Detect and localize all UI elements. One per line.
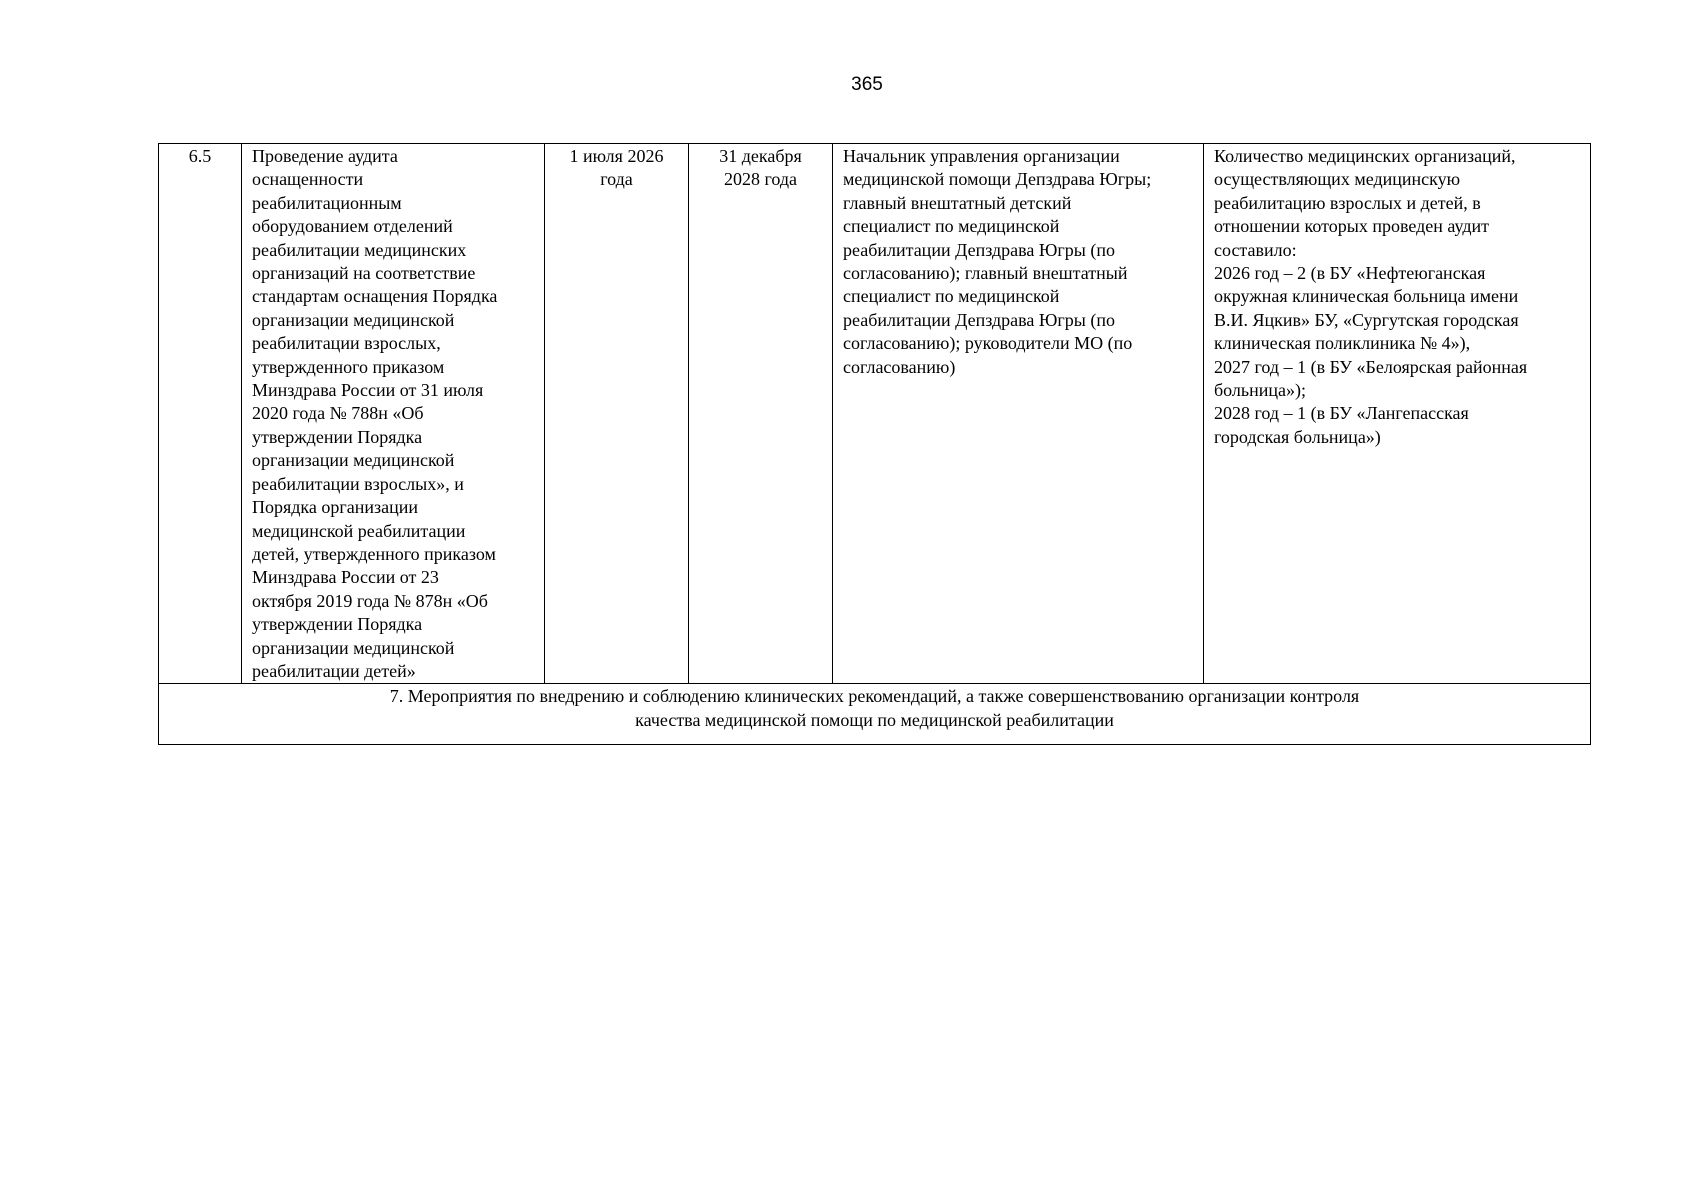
responsible-line: специалист по медицинской (843, 216, 1060, 237)
result-line: реабилитацию взрослых и детей, в (1214, 192, 1481, 213)
event-line: оснащенности (252, 169, 364, 190)
plan-table (158, 143, 1591, 745)
end-date-line: 31 декабря (719, 146, 802, 166)
event-line: стандартам оснащения Порядка (252, 286, 498, 307)
event-line: октября 2019 года № 878н «Об (252, 590, 488, 611)
event-line: реабилитации медицинских (252, 239, 467, 260)
event-line: оборудованием отделений (252, 216, 453, 237)
section-heading-line: качества медицинской помощи по медицинской реабилитации (635, 709, 1114, 730)
result-line: клиническая поликлиника № 4»), (1214, 333, 1471, 354)
responsible-line: реабилитации Депздрава Югры (по (843, 239, 1115, 260)
result-line: 2027 год – 1 (в БУ «Белоярская районная (1214, 356, 1528, 377)
responsible-line: главный внештатный детский (843, 192, 1072, 213)
row-number-cell (159, 144, 242, 684)
event-line: организации медицинской (252, 309, 455, 330)
result-line: отношении которых проведен аудит (1214, 216, 1489, 237)
result-line: городская больница») (1214, 426, 1381, 447)
event-line: детей, утвержденного приказом (252, 543, 496, 564)
event-cell (242, 144, 545, 684)
event-line: утверждении Порядка (252, 426, 423, 447)
event-line: 2020 года № 788н «Об (252, 403, 424, 424)
end-date-line: 2028 года (723, 169, 798, 190)
section-heading-line: 7. Мероприятия по внедрению и соблюдению клинических рекомендаций, а также совершенствованию организации контроля (389, 686, 1360, 707)
responsible-line: реабилитации Депздрава Югры (по (843, 309, 1115, 330)
responsible-line: специалист по медицинской (843, 286, 1060, 307)
event-line: Порядка организации (252, 497, 419, 518)
result-cell (1204, 144, 1591, 684)
event-line: Минздрава России от 23 (252, 567, 439, 588)
responsible-line: Начальник управления организации (843, 146, 1120, 166)
result-line: Количество медицинских организаций, (1214, 146, 1516, 166)
event-line: организаций на соответствие (252, 263, 476, 284)
responsible-cell (833, 144, 1204, 684)
page-number: 365 (851, 74, 883, 95)
result-line: осуществляющих медицинскую (1214, 169, 1461, 190)
event-line: организации медицинской (252, 450, 455, 471)
section-row (159, 684, 1591, 745)
event-line: Минздрава России от 31 июля (252, 380, 484, 401)
section-heading (159, 684, 1591, 745)
event-line: реабилитации детей» (252, 660, 416, 681)
event-line: реабилитации взрослых, (252, 333, 441, 354)
table-row (159, 144, 1591, 684)
start-date-line: 1 июля 2026 (569, 146, 664, 166)
result-line: 2026 год – 2 (в БУ «Нефтеюганская (1214, 263, 1486, 284)
row-number: 6.5 (188, 146, 212, 166)
responsible-line: согласованию); руководители МО (по (843, 333, 1133, 354)
result-line: 2028 год – 1 (в БУ «Лангепасская (1214, 403, 1469, 424)
result-line: составило: (1214, 239, 1297, 260)
result-line: В.И. Яцкив» БУ, «Сургутская городская (1214, 309, 1519, 330)
event-line: организации медицинской (252, 637, 455, 658)
result-line: больница»); (1214, 380, 1306, 401)
responsible-line: согласованию) (843, 356, 956, 377)
event-line: утвержденного приказом (252, 356, 445, 377)
responsible-line: согласованию); главный внештатный (843, 263, 1128, 284)
event-line: реабилитационным (252, 192, 402, 213)
result-line: окружная клиническая больница имени (1214, 286, 1519, 307)
event-line: медицинской реабилитации (252, 520, 466, 541)
start-date-cell (545, 144, 689, 684)
event-line: реабилитации взрослых», и (252, 473, 464, 494)
event-line: утверждении Порядка (252, 614, 423, 635)
event-line: Проведение аудита (252, 146, 398, 166)
end-date-cell (689, 144, 833, 684)
start-date-line: года (600, 169, 633, 190)
responsible-line: медицинской помощи Депздрава Югры; (843, 169, 1152, 190)
